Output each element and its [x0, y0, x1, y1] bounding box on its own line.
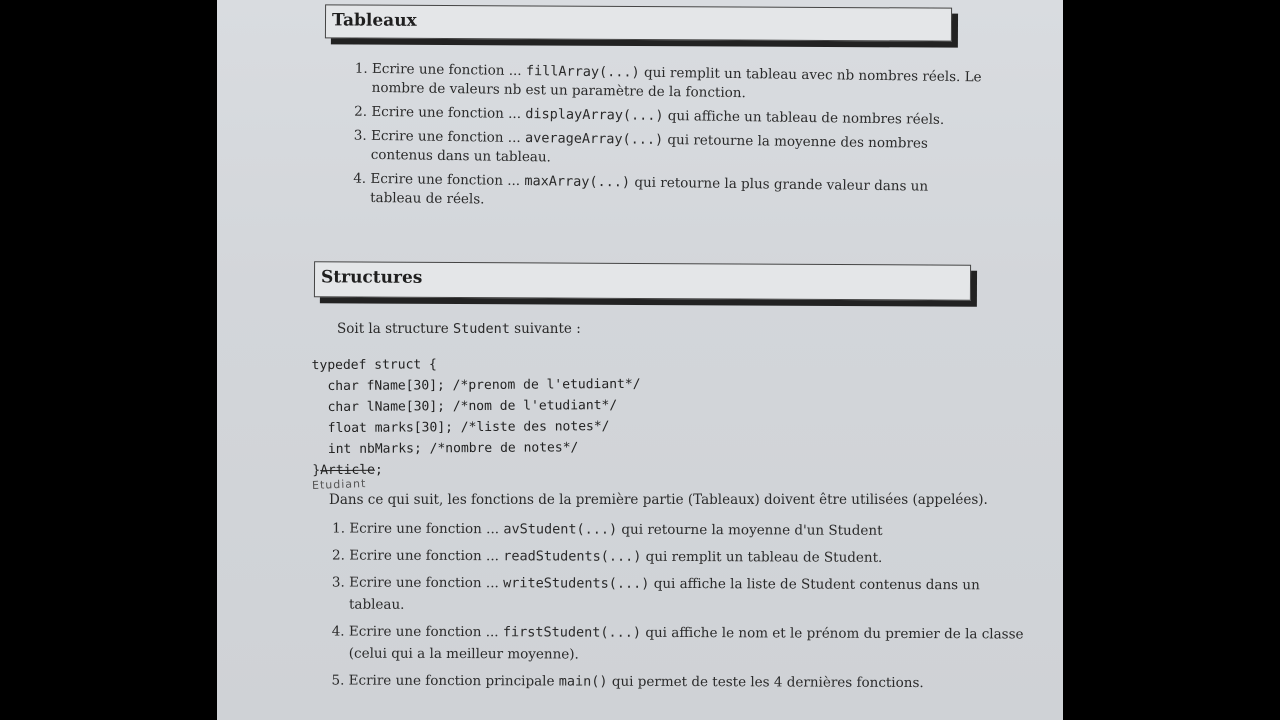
list-item: 4. Ecrire une fonction ... maxArray(...) qui retourne la plus grande valeur dans un tableau de réels. [370, 170, 980, 217]
tableaux-task-list [348, 60, 982, 222]
function-name: avStudent(...) [503, 521, 618, 538]
section-title: Tableaux [331, 10, 417, 31]
section-title: Structures [320, 267, 423, 288]
function-name: writeStudents(...) [503, 575, 650, 592]
list-item: 3. Ecrire une fonction ... averageArray(...) qui retourne la moyenne des nombres contenus dans un tableau. [371, 127, 981, 174]
list-item: 4. Ecrire une fonction ... firstStudent(...) qui affiche le nom et le prénom du premier de la classe (celui qui a la meilleur moyenne). [349, 621, 1039, 668]
usage-note: Dans ce qui suit, les fonctions de la première partie (Tableaux) doivent être utilisées (appelées). [329, 492, 988, 508]
document-page [217, 0, 1063, 720]
function-name: firstStudent(...) [502, 624, 642, 641]
list-item: 1. Ecrire une fonction ... avStudent(...) qui retourne la moyenne d'un Student [349, 518, 1039, 543]
list-item: 2. Ecrire une fonction ... readStudents(...) qui remplit un tableau de Student. [349, 545, 1039, 570]
function-name: fillArray(...) [525, 63, 640, 81]
function-name: displayArray(...) [525, 106, 664, 124]
list-item: 2. Ecrire une fonction ... displayArray(...) qui affiche un tableau de nombres réels. [371, 103, 981, 131]
code-line: typedef struct { [311, 357, 437, 374]
code-line: float marks[30]; /*liste des notes*/ [312, 419, 610, 437]
function-name: maxArray(...) [524, 173, 631, 191]
code-line: char lName[30]; /*nom de l'etudiant*/ [311, 398, 618, 416]
list-item: 3. Ecrire une fonction ... writeStudents(...) qui affiche la liste de Student contenus dans un tableau. [349, 572, 1039, 619]
structures-task-list [327, 517, 1040, 699]
function-name: averageArray(...) [524, 130, 664, 148]
function-name: readStudents(...) [503, 548, 642, 565]
code-line: int nbMarks; /*nombre de notes*/ [312, 440, 579, 458]
list-item: 5. Ecrire une fonction principale main() qui permet de teste les 4 dernières fonctions. [349, 670, 1039, 695]
code-line: }Article; [312, 462, 383, 479]
list-item: 1. Ecrire une fonction ... fillArray(...) qui remplit un tableau avec nb nombres réels. Le nombre de valeurs nb est un paramètre de la fonction. [372, 60, 982, 107]
struck-type-name: Article [320, 462, 376, 479]
struct-code-block [312, 353, 642, 481]
section-header-structures [314, 261, 971, 300]
struct-intro: Soit la structure Student suivante : [337, 321, 581, 337]
section-header-tableaux [325, 4, 952, 41]
handwritten-note: Etudiant [311, 477, 367, 492]
code-line: char fName[30]; /*prenom de l'etudiant*/ [311, 376, 641, 395]
function-name: main() [558, 673, 608, 690]
